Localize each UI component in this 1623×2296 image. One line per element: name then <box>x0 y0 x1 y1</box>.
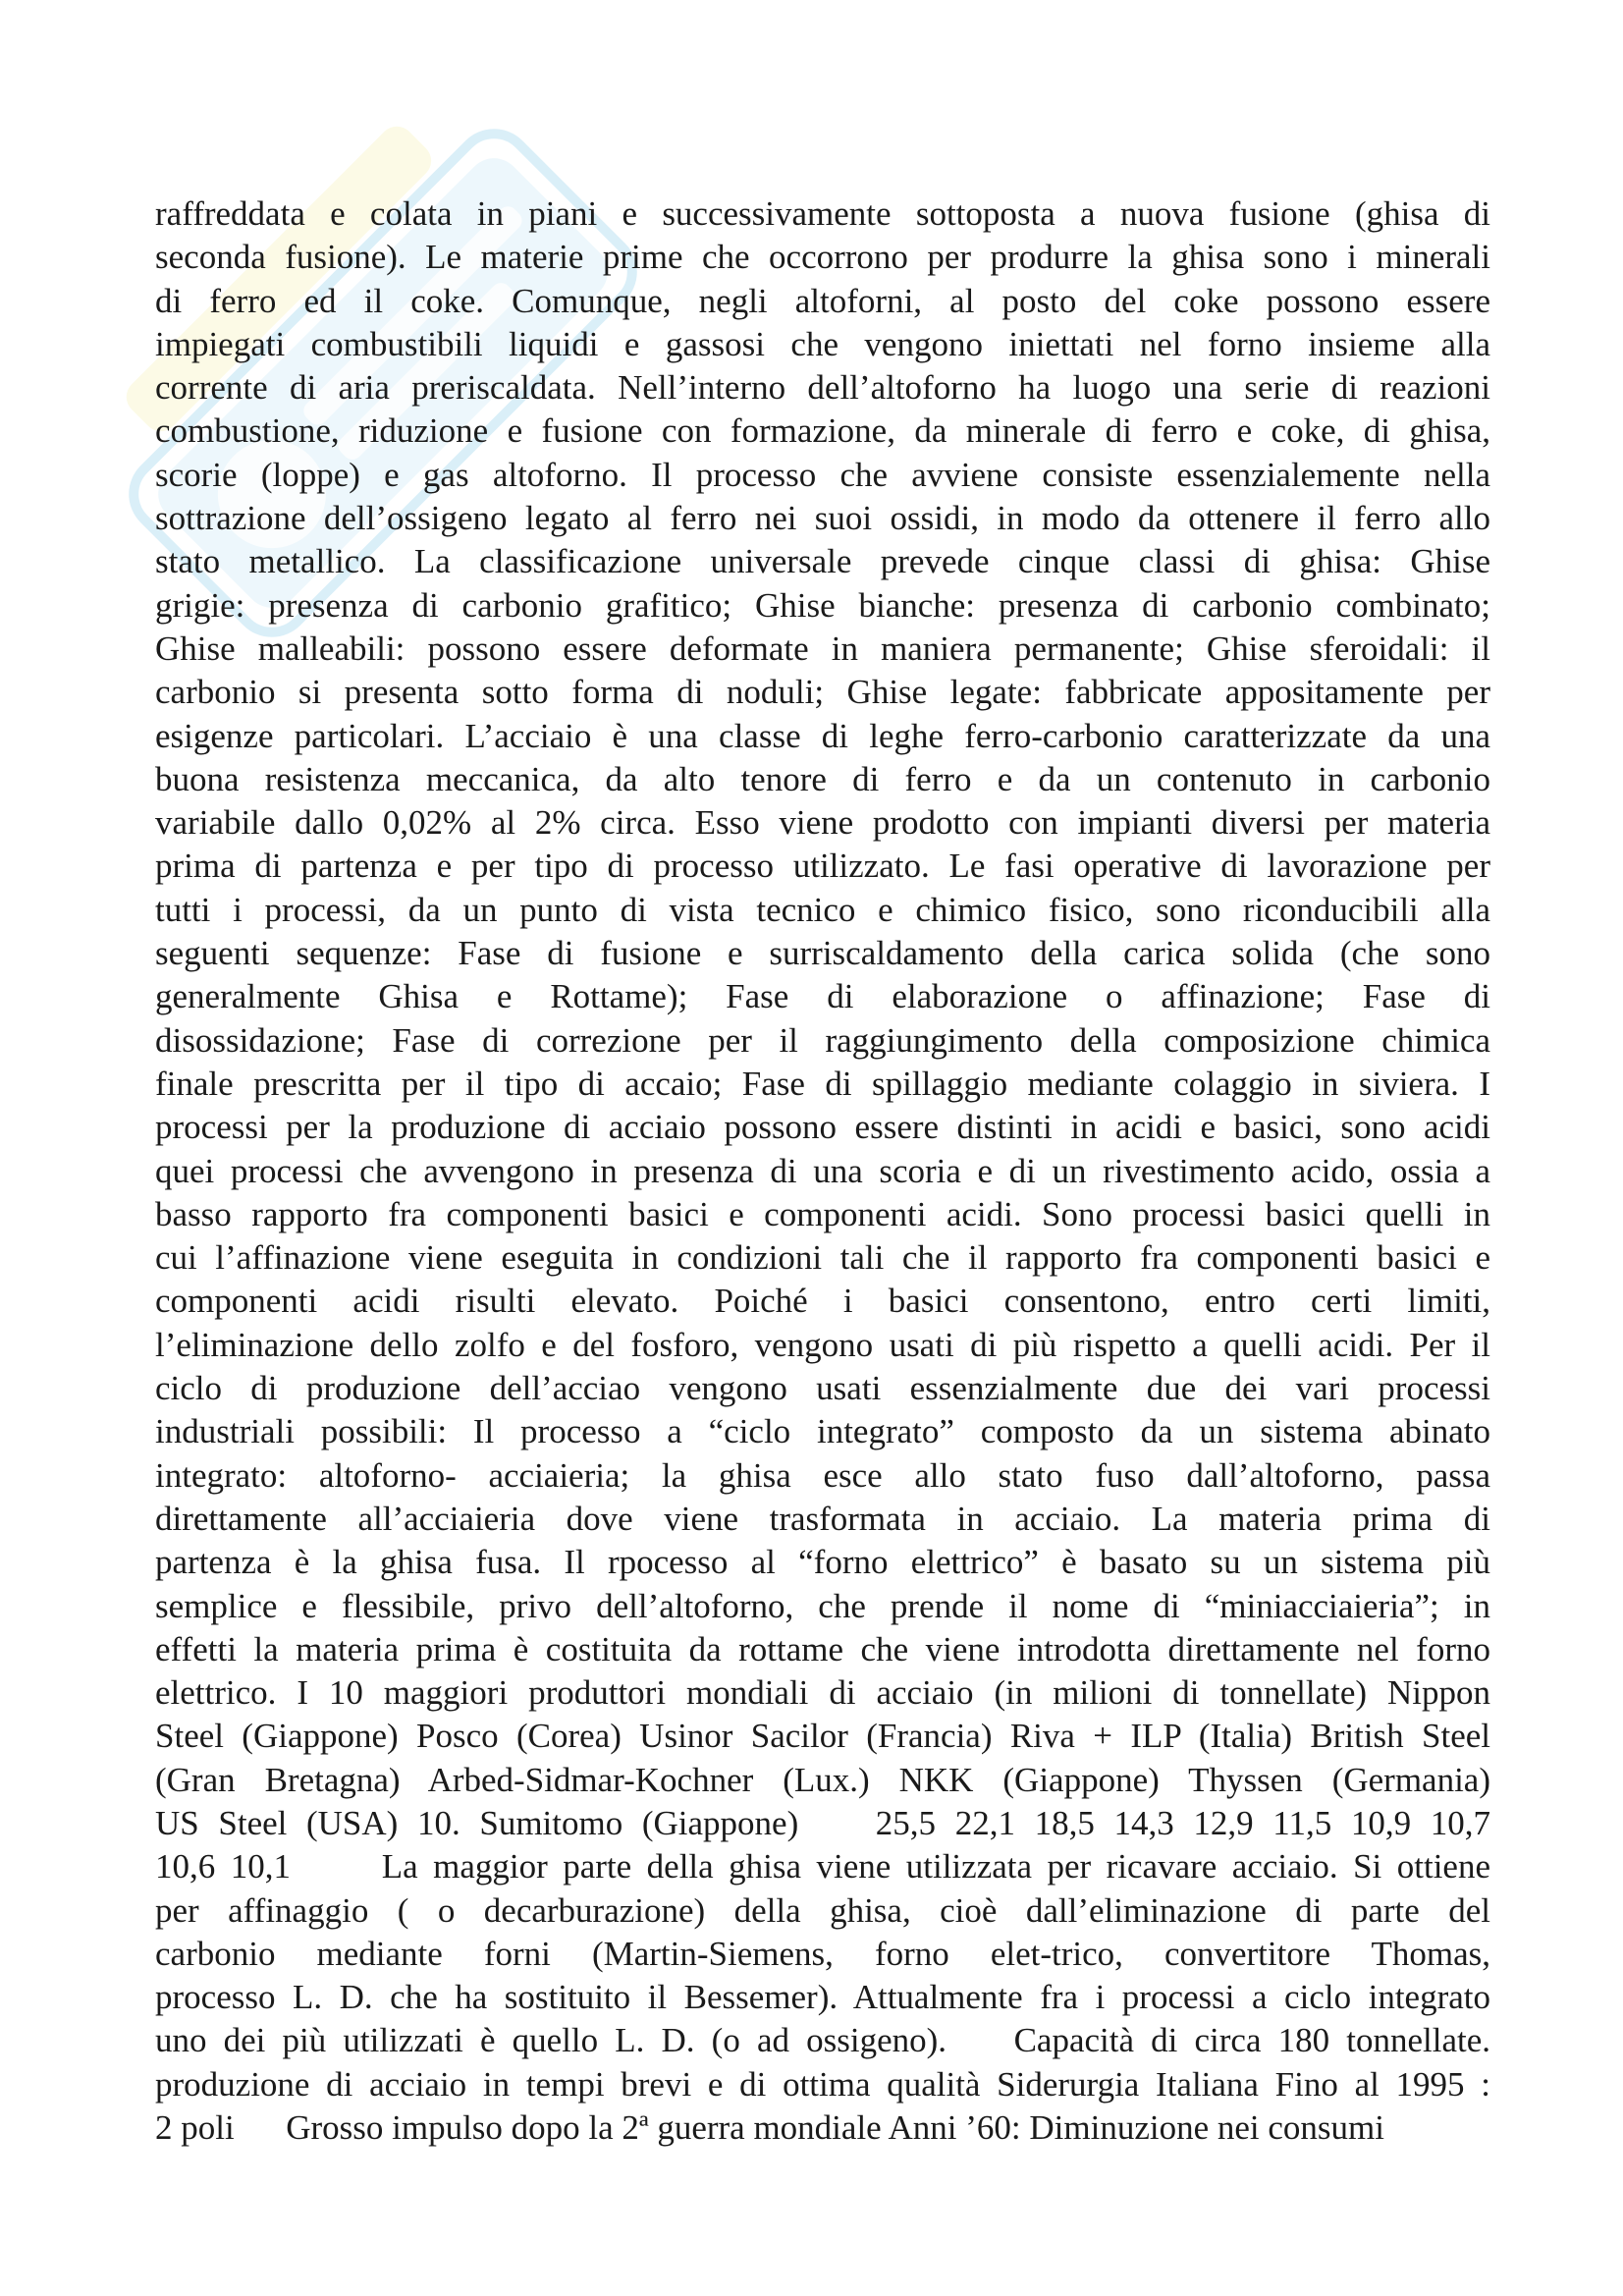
text-line: industriali possibili: Il processo a “ciclo integrato” composto da un sistema abinato <box>155 1412 1490 1451</box>
text-line: Steel (Giappone) Posco (Corea) Usinor Sacilor (Francia) Riva + ILP (Italia) British Steel <box>155 1717 1490 1756</box>
text-line: finale prescritta per il tipo di accaio; Fase di spillaggio mediante colaggio in siviera. I <box>155 1064 1490 1103</box>
text-line: carbonio si presenta sotto forma di noduli; Ghise legate: fabbricate appositamente per <box>155 673 1490 712</box>
text-line: direttamente all’acciaieria dove viene trasformata in acciaio. La materia prima di <box>155 1499 1490 1538</box>
text-line: corrente di aria preriscaldata. Nell’interno dell’altoforno ha luogo una serie di reazioni <box>155 368 1490 408</box>
text-line: esigenze particolari. L’acciaio è una classe di leghe ferro-carbonio caratterizzate da una <box>155 716 1490 755</box>
text-line: partenza è la ghisa fusa. Il rpocesso al “forno elettrico” è basato su un sistema più <box>155 1543 1490 1582</box>
text-line: stato metallico. La classificazione universale prevede cinque classi di ghisa: Ghise <box>155 542 1490 581</box>
text-line: per affinaggio ( o decarburazione) della ghisa, cioè dall’eliminazione di parte del <box>155 1890 1490 1930</box>
text-line: di ferro ed il coke. Comunque, negli altoforni, al posto del coke possono essere <box>155 281 1490 320</box>
text-line: cui l’affinazione viene eseguita in condizioni tali che il rapporto fra componenti basici e <box>155 1238 1490 1278</box>
text-line: impiegati combustibili liquidi e gassosi che vengono iniettati nel forno insieme alla <box>155 324 1490 363</box>
text-line: 2 poli Grosso impulso dopo la 2ª guerra mondiale Anni ’60: Diminuzione nei consumi <box>155 2108 1385 2148</box>
text-line: prima di partenza e per tipo di processo utilizzato. Le fasi operative di lavorazione per <box>155 847 1490 886</box>
text-line: US Steel (USA) 10. Sumitomo (Giappone) 25,5 22,1 18,5 14,3 12,9 11,5 10,9 10,7 <box>155 1803 1490 1842</box>
text-line: combustione, riduzione e fusione con formazione, da minerale di ferro e coke, di ghisa, <box>155 411 1490 451</box>
text-line: integrato: altoforno- acciaieria; la ghisa esce allo stato fuso dall’altoforno, passa <box>155 1455 1490 1495</box>
text-line: grigie: presenza di carbonio grafitico; Ghise bianche: presenza di carbonio combinato; <box>155 585 1490 625</box>
text-line: processi per la produzione di acciaio possono essere distinti in acidi e basici, sono acidi <box>155 1108 1490 1147</box>
text-line: Ghise malleabili: possono essere deformate in maniera permanente; Ghise sferoidali: il <box>155 629 1490 668</box>
text-line: semplice e flessibile, privo dell’altoforno, che prende il nome di “miniacciaieria”; in <box>155 1586 1490 1625</box>
text-line: (Gran Bretagna) Arbed-Sidmar-Kochner (Lux.) NKK (Giappone) Thyssen (Germania) <box>155 1760 1490 1799</box>
text-line: seconda fusione). Le materie prime che occorrono per produrre la ghisa sono i minerali <box>155 238 1490 277</box>
text-line: ciclo di produzione dell’acciao vengono usati essenzialmente due dei vari processi <box>155 1369 1490 1408</box>
text-line: elettrico. I 10 maggiori produttori mondiali di acciaio (in milioni di tonnellate) Nippon <box>155 1673 1490 1713</box>
text-line: uno dei più utilizzati è quello L. D. (o ad ossigeno). Capacità di circa 180 tonnellate. <box>155 2021 1490 2060</box>
text-line: produzione di acciaio in tempi brevi e di ottima qualità Siderurgia Italiana Fino al 1995 : <box>155 2064 1490 2104</box>
text-line: variabile dallo 0,02% al 2% circa. Esso viene prodotto con impianti diversi per materia <box>155 803 1490 843</box>
text-line: effetti la materia prima è costituita da rottame che viene introdotta direttamente nel forno <box>155 1629 1490 1668</box>
text-line: l’eliminazione dello zolfo e del fosforo, vengono usati di più rispetto a quelli acidi. Per il <box>155 1325 1490 1364</box>
document-body-text <box>155 192 1490 2150</box>
text-line: tutti i processi, da un punto di vista tecnico e chimico fisico, sono riconducibili alla <box>155 890 1490 929</box>
text-line: disossidazione; Fase di correzione per il raggiungimento della composizione chimica <box>155 1020 1490 1060</box>
text-line: componenti acidi risulti elevato. Poiché i basici consentono, entro certi limiti, <box>155 1282 1490 1321</box>
text-line: generalmente Ghisa e Rottame); Fase di elaborazione o affinazione; Fase di <box>155 977 1490 1016</box>
text-line: basso rapporto fra componenti basici e componenti acidi. Sono processi basici quelli in <box>155 1194 1490 1233</box>
text-line: processo L. D. che ha sostituito il Bessemer). Attualmente fra i processi a ciclo integrato <box>155 1978 1490 2017</box>
text-line: seguenti sequenze: Fase di fusione e surriscaldamento della carica solida (che sono <box>155 934 1490 973</box>
text-line: 10,6 10,1 La maggior parte della ghisa viene utilizzata per ricavare acciaio. Si ottiene <box>155 1847 1490 1886</box>
text-line: raffreddata e colata in piani e successivamente sottoposta a nuova fusione (ghisa di <box>155 194 1490 233</box>
text-line: buona resistenza meccanica, da alto tenore di ferro e da un contenuto in carbonio <box>155 759 1490 798</box>
text-line: quei processi che avvengono in presenza di una scoria e di un rivestimento acido, ossia a <box>155 1151 1490 1190</box>
text-line: scorie (loppe) e gas altoforno. Il processo che avviene consiste essenzialemente nella <box>155 455 1490 494</box>
text-line: carbonio mediante forni (Martin-Siemens, forno elet-trico, convertitore Thomas, <box>155 1934 1490 1973</box>
text-line: sottrazione dell’ossigeno legato al ferro nei suoi ossidi, in modo da ottenere il ferro allo <box>155 499 1490 538</box>
